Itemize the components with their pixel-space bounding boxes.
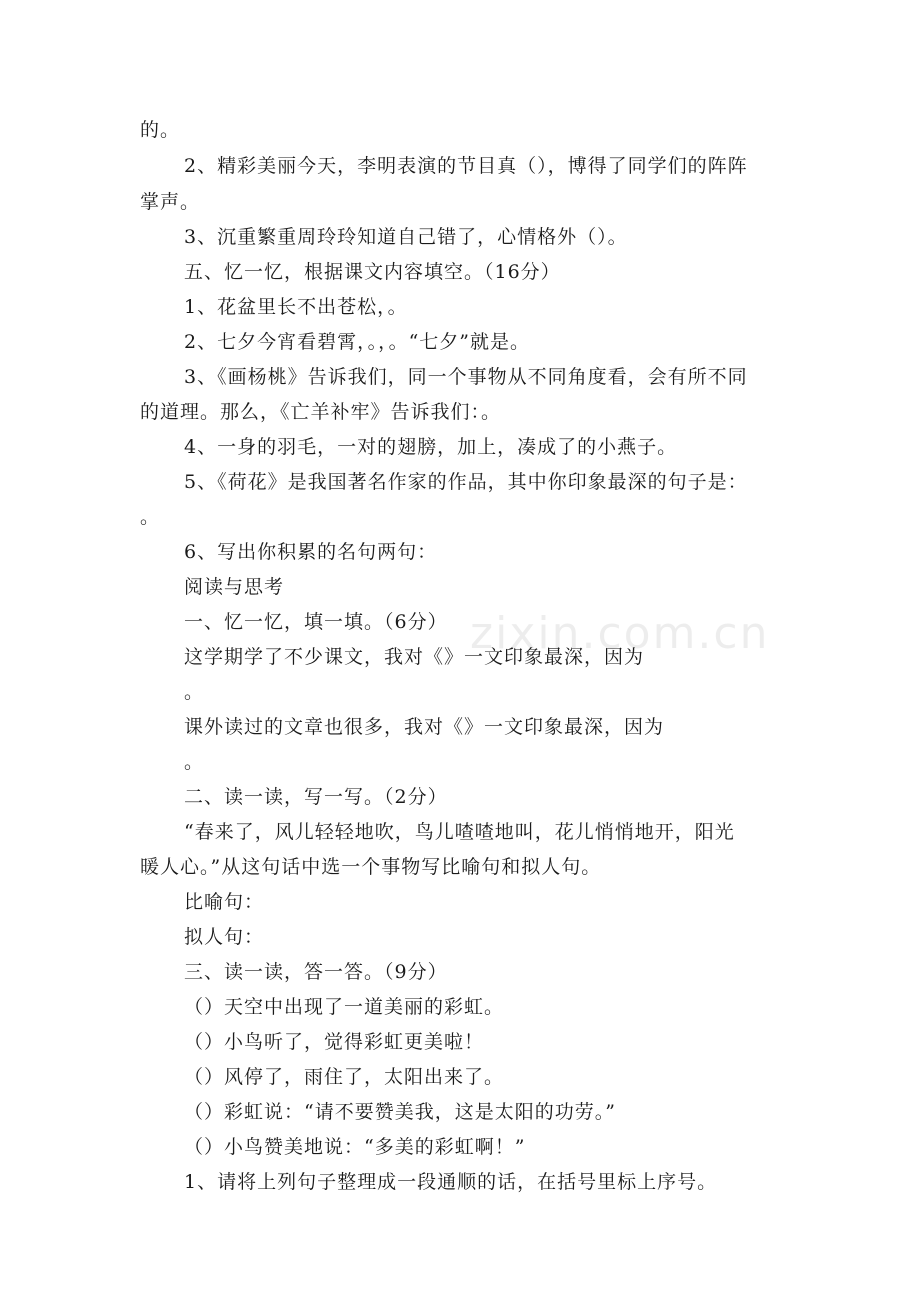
watermark: zixin.com.cn xyxy=(470,608,770,659)
text-line: 2、七夕今宵看碧霄，。，。“七夕”就是。 xyxy=(184,331,531,353)
list-item: （）风停了，雨住了，太阳出来了。 xyxy=(184,1066,505,1088)
text-line: 课外读过的文章也很多，我对《》一文印象最深，因为 xyxy=(184,716,665,738)
text-line: 2、精彩美丽今天，李明表演的节目真（），博得了同学们的阵阵 xyxy=(184,155,748,177)
text-line: 掌声。 xyxy=(140,191,201,213)
text-line: 拟人句： xyxy=(184,926,265,948)
text-line: 的。 xyxy=(140,119,181,141)
text-line: 。 xyxy=(140,506,161,528)
text-line: 3、《画杨桃》告诉我们，同一个事物从不同角度看，会有所不同 xyxy=(184,366,748,388)
text-line: 4、一身的羽毛，一对的翅膀，加上，凑成了的小燕子。 xyxy=(184,436,678,458)
list-item: （）天空中出现了一道美丽的彩虹。 xyxy=(184,996,505,1018)
text-line: 1、请将上列句子整理成一段通顺的话，在括号里标上序号。 xyxy=(184,1171,718,1193)
text-line: 1、花盆里长不出苍松，。 xyxy=(184,296,408,318)
text-line: 6、写出你积累的名句两句： xyxy=(184,541,438,563)
text-line: 。 xyxy=(184,751,205,773)
section-heading: 阅读与思考 xyxy=(184,576,285,598)
text-line: 的道理。那么，《亡羊补牢》告诉我们：。 xyxy=(140,401,502,423)
text-line: 3、沉重繁重周玲玲知道自己错了，心情格外（）。 xyxy=(184,226,628,248)
text-line: 比喻句： xyxy=(184,891,265,913)
text-line: 。 xyxy=(184,681,205,703)
section-heading: 一、忆一忆，填一填。（6分） xyxy=(184,611,448,633)
section-heading: 五、忆一忆，根据课文内容填空。（16分） xyxy=(184,261,561,283)
text-line: 这学期学了不少课文，我对《》一文印象最深，因为 xyxy=(184,646,645,668)
text-line: 5、《荷花》是我国著名作家的作品，其中你印象最深的句子是： xyxy=(184,471,748,493)
list-item: （）小鸟听了，觉得彩虹更美啦！ xyxy=(184,1031,485,1053)
list-item: （）小鸟赞美地说：“多美的彩虹啊！” xyxy=(184,1136,526,1158)
section-heading: 二、读一读，写一写。（2分） xyxy=(184,786,448,808)
section-heading: 三、读一读，答一答。（9分） xyxy=(184,961,448,983)
text-line: “春来了，风儿轻轻地吹，鸟儿喳喳地叫，花儿悄悄地开，阳光 xyxy=(184,821,735,843)
list-item: （）彩虹说：“请不要赞美我，这是太阳的功劳。” xyxy=(184,1101,616,1123)
text-line: 暖人心。”从这句话中选一个事物写比喻句和拟人句。 xyxy=(140,856,602,878)
